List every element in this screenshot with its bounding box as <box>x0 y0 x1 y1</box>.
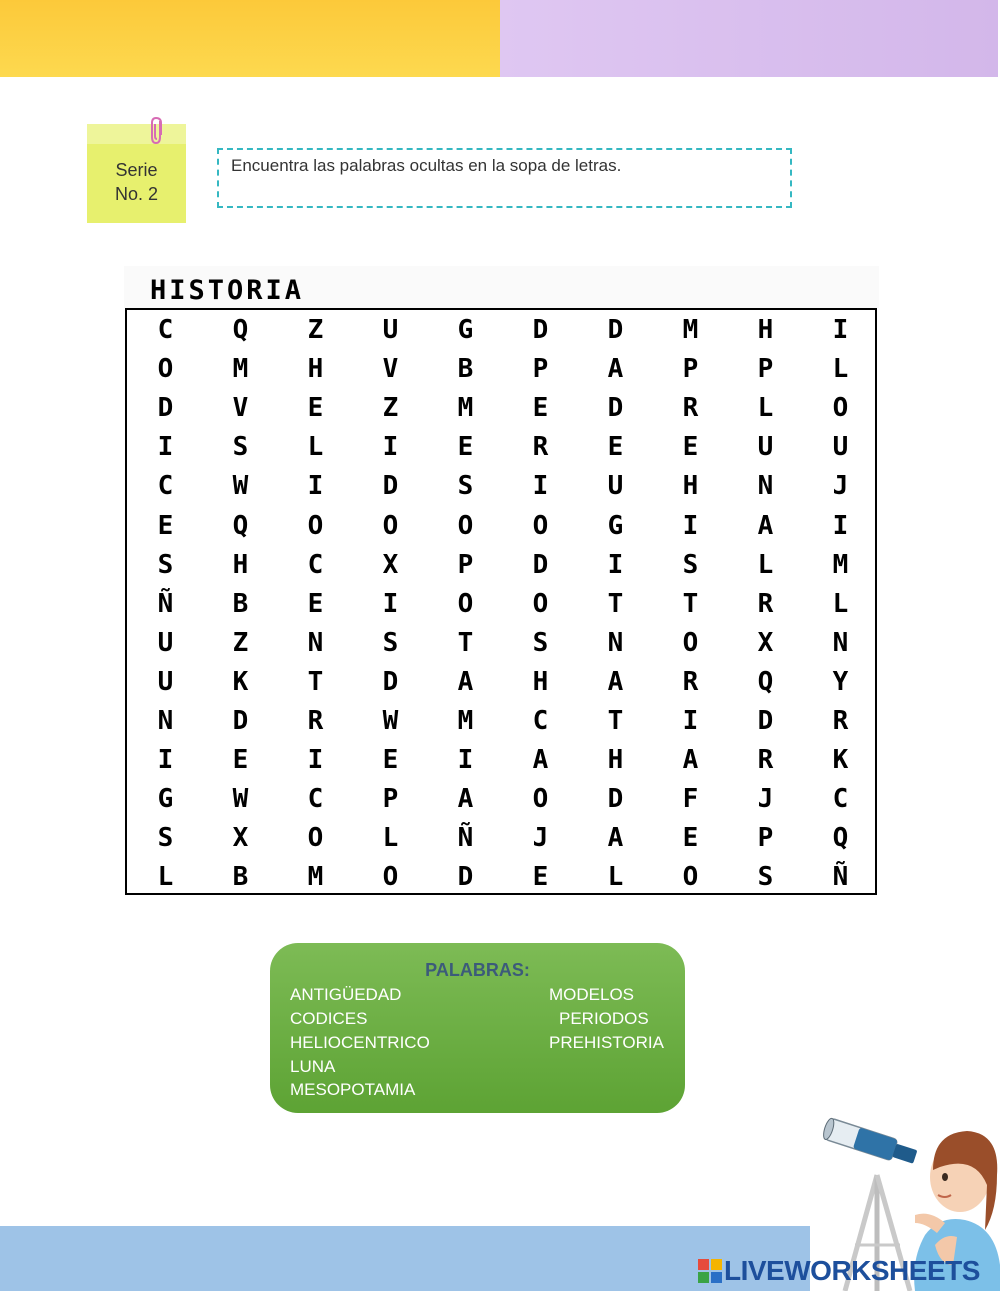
grid-cell[interactable]: E <box>532 862 549 893</box>
grid-cell[interactable]: O <box>382 510 399 541</box>
grid-cell[interactable]: O <box>682 627 699 658</box>
liveworksheets-wordmark: LIVEWORKSHEETS <box>724 1255 980 1286</box>
grid-cell[interactable]: E <box>682 823 699 854</box>
grid-cell[interactable]: S <box>382 627 399 658</box>
grid-cell[interactable]: D <box>382 666 399 697</box>
top-band-yellow <box>0 0 500 77</box>
grid-cell[interactable]: E <box>157 510 174 541</box>
grid-cell[interactable]: Ñ <box>457 823 474 854</box>
grid-cell[interactable]: N <box>607 627 624 658</box>
grid-cell[interactable]: H <box>682 471 699 502</box>
grid-cell[interactable]: F <box>682 784 699 815</box>
grid-cell[interactable]: Q <box>232 315 249 345</box>
grid-cell[interactable]: O <box>532 588 549 619</box>
grid-cell[interactable]: X <box>232 823 249 854</box>
grid-cell[interactable]: Ñ <box>157 588 174 619</box>
grid-cell[interactable]: O <box>532 510 549 541</box>
grid-cell[interactable]: I <box>157 745 174 776</box>
grid-cell[interactable]: A <box>757 510 774 541</box>
grid-cell[interactable]: Q <box>832 823 849 854</box>
grid-cell[interactable]: P <box>757 823 774 854</box>
letter-grid <box>127 310 875 893</box>
grid-cell[interactable]: I <box>457 745 474 776</box>
grid-cell[interactable]: S <box>682 549 699 580</box>
grid-cell[interactable]: G <box>157 784 174 815</box>
grid-cell[interactable]: K <box>232 666 249 697</box>
word-item: PERIODOS <box>559 1009 649 1028</box>
grid-cell[interactable]: N <box>832 627 849 658</box>
grid-cell[interactable]: H <box>307 354 324 385</box>
paperclip-icon <box>149 116 165 146</box>
grid-cell[interactable]: T <box>607 706 624 736</box>
grid-cell[interactable]: D <box>232 706 249 736</box>
grid-cell[interactable]: M <box>457 706 474 736</box>
grid-cell[interactable]: O <box>532 784 549 815</box>
grid-cell[interactable]: E <box>682 432 699 463</box>
grid-cell[interactable]: P <box>382 784 399 815</box>
grid-cell[interactable]: M <box>457 393 474 424</box>
grid-cell[interactable]: P <box>532 354 549 385</box>
grid-cell[interactable]: P <box>682 354 699 385</box>
grid-cell[interactable]: E <box>382 745 399 776</box>
grid-cell[interactable]: A <box>457 666 474 697</box>
word-item: LUNA <box>290 1057 336 1076</box>
grid-cell[interactable]: E <box>307 588 324 619</box>
grid-cell[interactable]: A <box>607 823 624 854</box>
grid-cell[interactable]: U <box>157 666 174 697</box>
grid-cell[interactable]: L <box>757 549 774 580</box>
grid-cell[interactable]: D <box>157 393 174 424</box>
series-label <box>87 158 186 206</box>
grid-cell[interactable]: D <box>532 315 549 345</box>
word-item: MODELOS <box>549 985 635 1004</box>
grid-cell[interactable]: S <box>157 549 174 580</box>
grid-cell[interactable]: J <box>532 823 549 854</box>
grid-cell[interactable]: C <box>157 315 174 345</box>
grid-cell[interactable]: J <box>757 784 774 815</box>
grid-cell[interactable]: R <box>682 393 699 424</box>
grid-cell[interactable]: L <box>382 823 399 854</box>
grid-cell[interactable]: O <box>457 588 474 619</box>
grid-cell[interactable]: D <box>457 862 474 893</box>
grid-cell[interactable]: K <box>832 745 849 776</box>
grid-cell[interactable]: S <box>532 627 549 658</box>
word-item: HELIOCENTRICO <box>290 1033 430 1052</box>
grid-cell[interactable]: D <box>382 471 399 502</box>
grid-cell[interactable]: I <box>832 510 849 541</box>
grid-cell[interactable]: D <box>757 706 774 736</box>
grid-cell[interactable]: R <box>307 706 324 736</box>
grid-cell[interactable]: T <box>307 666 324 697</box>
grid-cell[interactable]: Z <box>307 315 324 345</box>
top-band-lavender <box>500 0 998 77</box>
grid-cell[interactable]: I <box>157 432 174 463</box>
grid-cell[interactable]: H <box>757 315 774 345</box>
grid-cell[interactable]: I <box>307 745 324 776</box>
grid-cell[interactable]: L <box>157 862 174 893</box>
series-label-line2: No. 2 <box>114 184 159 204</box>
grid-cell[interactable]: R <box>832 706 849 736</box>
grid-cell[interactable]: I <box>832 315 849 345</box>
grid-cell[interactable]: L <box>757 393 774 424</box>
grid-cell[interactable]: L <box>307 432 324 463</box>
grid-cell[interactable]: H <box>532 666 549 697</box>
grid-cell[interactable]: D <box>607 393 624 424</box>
grid-cell[interactable]: T <box>682 588 699 619</box>
grid-cell[interactable]: U <box>157 627 174 658</box>
grid-cell[interactable]: D <box>532 549 549 580</box>
grid-cell[interactable]: T <box>607 588 624 619</box>
grid-cell[interactable]: I <box>307 471 324 502</box>
grid-cell[interactable]: A <box>607 666 624 697</box>
sticky-note-top <box>87 124 186 144</box>
grid-cell[interactable]: M <box>307 862 324 893</box>
grid-cell[interactable]: O <box>457 510 474 541</box>
grid-cell[interactable]: T <box>457 627 474 658</box>
grid-cell[interactable]: D <box>607 784 624 815</box>
grid-cell[interactable]: C <box>157 471 174 502</box>
grid-cell[interactable]: V <box>232 393 249 424</box>
word-item: ANTIGÜEDAD <box>290 985 402 1004</box>
grid-cell[interactable]: R <box>532 432 549 463</box>
grid-cell[interactable]: X <box>757 627 774 658</box>
grid-cell[interactable]: E <box>532 393 549 424</box>
grid-cell[interactable]: L <box>832 588 849 619</box>
grid-cell[interactable]: A <box>532 745 549 776</box>
grid-cell[interactable]: I <box>532 471 549 502</box>
liveworksheets-logo <box>698 1255 998 1287</box>
grid-cell[interactable]: E <box>607 432 624 463</box>
instruction-box <box>217 148 792 208</box>
grid-cell[interactable]: M <box>682 315 699 345</box>
grid-cell[interactable]: S <box>232 432 249 463</box>
grid-cell[interactable]: N <box>307 627 324 658</box>
grid-cell[interactable]: O <box>682 862 699 893</box>
grid-cell[interactable]: S <box>757 862 774 893</box>
grid-cell[interactable]: B <box>232 588 249 619</box>
grid-cell[interactable]: C <box>307 549 324 580</box>
grid-cell[interactable]: N <box>157 706 174 736</box>
word-item: PREHISTORIA <box>549 1033 664 1052</box>
grid-cell[interactable]: C <box>307 784 324 815</box>
grid-cell[interactable]: D <box>607 315 624 345</box>
word-list-box <box>270 943 685 1113</box>
grid-cell[interactable]: N <box>757 471 774 502</box>
grid-cell[interactable]: I <box>382 432 399 463</box>
series-label-line1: Serie <box>115 160 158 180</box>
grid-cell[interactable]: Q <box>232 510 249 541</box>
word-list-title: PALABRAS: <box>425 960 530 980</box>
grid-cell[interactable]: I <box>382 588 399 619</box>
grid-cell[interactable]: C <box>532 706 549 736</box>
grid-cell[interactable]: L <box>607 862 624 893</box>
grid-cell[interactable]: U <box>757 432 774 463</box>
grid-cell[interactable]: Z <box>232 627 249 658</box>
grid-cell[interactable]: R <box>757 745 774 776</box>
grid-cell[interactable]: O <box>307 823 324 854</box>
grid-cell[interactable]: U <box>382 315 399 345</box>
grid-cell[interactable]: O <box>307 510 324 541</box>
grid-cell[interactable]: P <box>757 354 774 385</box>
bottom-band <box>0 1226 810 1291</box>
grid-cell[interactable]: E <box>457 432 474 463</box>
grid-cell[interactable]: I <box>682 510 699 541</box>
instruction-text: Encuentra las palabras ocultas en la sopa de letras. <box>231 156 622 175</box>
grid-cell[interactable]: H <box>232 549 249 580</box>
grid-cell[interactable]: E <box>232 745 249 776</box>
grid-cell[interactable]: Z <box>382 393 399 424</box>
grid-cell[interactable]: A <box>682 745 699 776</box>
grid-cell[interactable]: S <box>157 823 174 854</box>
grid-cell[interactable]: G <box>457 315 474 345</box>
grid-cell[interactable]: S <box>457 471 474 502</box>
word-item: MESOPOTAMIA <box>290 1080 416 1099</box>
grid-cell[interactable]: O <box>832 393 849 424</box>
grid-cell[interactable]: J <box>832 471 849 502</box>
grid-cell[interactable]: V <box>382 354 399 385</box>
puzzle-title: HISTORIA <box>150 275 305 306</box>
word-item: CODICES <box>290 1009 368 1028</box>
grid-cell[interactable]: Ñ <box>832 862 849 893</box>
grid-cell[interactable]: A <box>457 784 474 815</box>
grid-cell[interactable]: W <box>232 471 249 502</box>
series-sticky-note <box>87 124 186 223</box>
grid-cell[interactable]: W <box>232 784 249 815</box>
grid-cell[interactable]: G <box>607 510 624 541</box>
grid-cell[interactable]: B <box>457 354 474 385</box>
grid-cell[interactable]: I <box>682 706 699 736</box>
word-search-grid <box>125 308 877 895</box>
live-badge-icon <box>698 1259 722 1283</box>
grid-cell[interactable]: X <box>382 549 399 580</box>
grid-cell[interactable]: R <box>757 588 774 619</box>
grid-cell[interactable]: M <box>232 354 249 385</box>
grid-cell[interactable]: M <box>832 549 849 580</box>
grid-cell[interactable]: B <box>232 862 249 893</box>
grid-cell[interactable]: U <box>607 471 624 502</box>
grid-cell[interactable]: I <box>607 549 624 580</box>
grid-cell[interactable]: Q <box>757 666 774 697</box>
grid-cell[interactable]: L <box>832 354 849 385</box>
grid-cell[interactable]: O <box>157 354 174 385</box>
grid-cell[interactable]: H <box>607 745 624 776</box>
grid-cell[interactable]: R <box>682 666 699 697</box>
grid-cell[interactable]: C <box>832 784 849 815</box>
grid-cell[interactable]: O <box>382 862 399 893</box>
grid-cell[interactable]: E <box>307 393 324 424</box>
grid-cell[interactable]: Y <box>832 666 849 697</box>
grid-cell[interactable]: A <box>607 354 624 385</box>
grid-cell[interactable]: U <box>832 432 849 463</box>
grid-cell[interactable]: P <box>457 549 474 580</box>
grid-cell[interactable]: W <box>382 706 399 736</box>
